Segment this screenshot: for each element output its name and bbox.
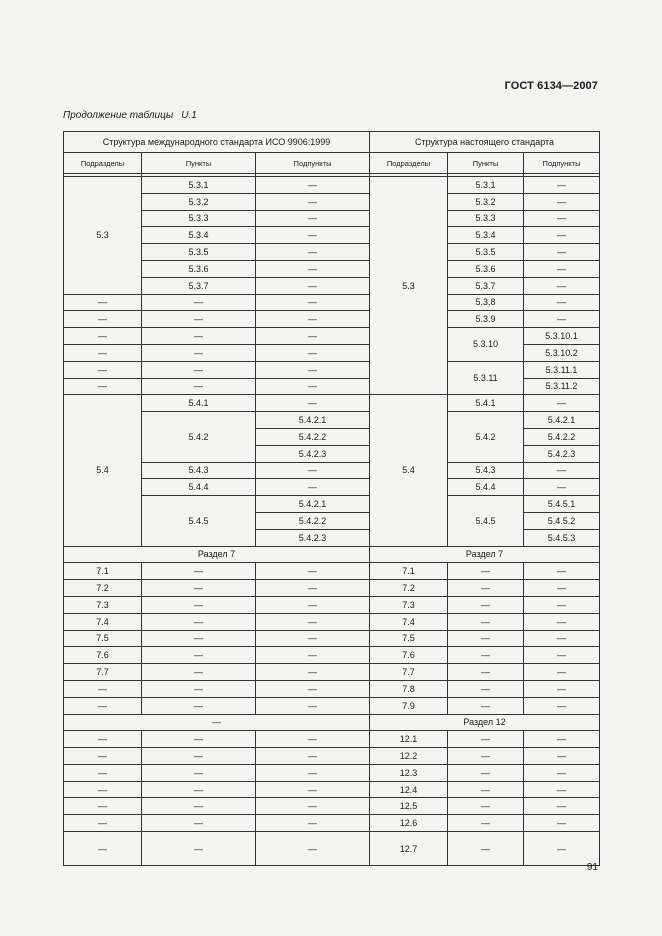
- cell: —: [256, 210, 370, 227]
- cell: 5.4.2.1: [256, 496, 370, 513]
- col-header-subsections: Подразделы: [370, 153, 448, 174]
- cell: 5.4.1: [142, 395, 256, 412]
- cell: —: [524, 462, 600, 479]
- cell: —: [524, 277, 600, 294]
- cell: —: [142, 294, 256, 311]
- cell: 5.3.9: [448, 311, 524, 328]
- table-row: [64, 361, 600, 378]
- cell: —: [142, 563, 256, 580]
- cell: 5.3.4: [448, 227, 524, 244]
- table-header-row: [64, 132, 600, 153]
- cell: —: [142, 630, 256, 647]
- cell: 7.5: [64, 630, 142, 647]
- cell: —: [256, 647, 370, 664]
- cell: —: [142, 344, 256, 361]
- col-header-subsections: Подразделы: [64, 153, 142, 174]
- table-row: [64, 311, 600, 328]
- table-row: [64, 177, 600, 194]
- cell: 5.4.5.3: [524, 529, 600, 546]
- page-number: 91: [586, 862, 598, 873]
- cell: 5.4.2.3: [256, 445, 370, 462]
- cell: —: [256, 596, 370, 613]
- cell: —: [448, 680, 524, 697]
- cell: —: [256, 378, 370, 395]
- table-row: [64, 395, 600, 412]
- cell: 5.3.10.1: [524, 328, 600, 345]
- cell: —: [524, 832, 600, 866]
- cell: 5.4.3: [448, 462, 524, 479]
- cell: —: [142, 731, 256, 748]
- cell: —: [256, 260, 370, 277]
- cell: —: [64, 344, 142, 361]
- cell: —: [64, 311, 142, 328]
- cell: 5.4.4: [142, 479, 256, 496]
- cell: —: [448, 697, 524, 714]
- cell: —: [142, 781, 256, 798]
- cell: —: [256, 344, 370, 361]
- left-structure-title: Структура международного стандарта ИСО 9906:1999: [64, 132, 370, 153]
- cell: —: [64, 697, 142, 714]
- cell: —: [256, 697, 370, 714]
- col-header-items: Пункты: [448, 153, 524, 174]
- cell: 12.2: [370, 748, 448, 765]
- cell: —: [64, 748, 142, 765]
- table-row: [64, 748, 600, 765]
- cell: 7.9: [370, 697, 448, 714]
- section-row: [64, 546, 600, 563]
- cell: 12.1: [370, 731, 448, 748]
- cell: —: [448, 764, 524, 781]
- cell: —: [524, 563, 600, 580]
- cell: 5.4: [370, 395, 448, 546]
- table-row: [64, 227, 600, 244]
- cell: —: [64, 378, 142, 395]
- cell: 5.4: [64, 395, 142, 546]
- table-row: [64, 832, 600, 866]
- cell: 5.4.2: [448, 412, 524, 462]
- cell: 5.4.2: [142, 412, 256, 462]
- cell: —: [142, 764, 256, 781]
- cell: —: [448, 781, 524, 798]
- cell: —: [256, 361, 370, 378]
- cell: —: [524, 311, 600, 328]
- cell: 5.4.5.2: [524, 512, 600, 529]
- cell: —: [142, 596, 256, 613]
- cell: —: [524, 613, 600, 630]
- cell: 7.3: [370, 596, 448, 613]
- cell: —: [524, 244, 600, 261]
- cell: 5.3.3: [448, 210, 524, 227]
- cell: —: [64, 680, 142, 697]
- cell: 5.3.7: [448, 277, 524, 294]
- cell: 5.3.11.1: [524, 361, 600, 378]
- cell: —: [256, 664, 370, 681]
- cell: —: [448, 596, 524, 613]
- cell: —: [256, 395, 370, 412]
- cell: —: [142, 680, 256, 697]
- cell: 12.4: [370, 781, 448, 798]
- cell: —: [524, 596, 600, 613]
- table-row: [64, 193, 600, 210]
- cell: 5.3.6: [142, 260, 256, 277]
- cell: 5.3.5: [142, 244, 256, 261]
- cell: —: [142, 697, 256, 714]
- cell: —: [448, 748, 524, 765]
- cell: —: [256, 630, 370, 647]
- cell: 7.6: [370, 647, 448, 664]
- cell: —: [256, 580, 370, 597]
- cell: —: [524, 748, 600, 765]
- table-row: [64, 731, 600, 748]
- cell: 7.5: [370, 630, 448, 647]
- cell: —: [256, 815, 370, 832]
- table-row: [64, 781, 600, 798]
- cell: —: [142, 311, 256, 328]
- cell: —: [256, 563, 370, 580]
- cell: —: [142, 798, 256, 815]
- table-row: [64, 277, 600, 294]
- cell: 7.4: [64, 613, 142, 630]
- col-header-items: Пункты: [142, 153, 256, 174]
- cell: —: [64, 815, 142, 832]
- cell: 5.3.10.2: [524, 344, 600, 361]
- cell: 12.6: [370, 815, 448, 832]
- cell: —: [256, 294, 370, 311]
- table-row: [64, 294, 600, 311]
- cell: 12.5: [370, 798, 448, 815]
- cell: —: [256, 832, 370, 866]
- cell: 5.3: [370, 177, 448, 395]
- cell: —: [448, 798, 524, 815]
- cell: 5.4.5.1: [524, 496, 600, 513]
- cell: 7.4: [370, 613, 448, 630]
- cell: 5.3.1: [142, 177, 256, 194]
- cell: 7.7: [370, 664, 448, 681]
- cell: 5.3.2: [448, 193, 524, 210]
- table-row: [64, 630, 600, 647]
- cell: 5.4.5: [142, 496, 256, 546]
- table-row: [64, 613, 600, 630]
- cell: 7.1: [370, 563, 448, 580]
- cell: 5.4.1: [448, 395, 524, 412]
- cell: —: [524, 731, 600, 748]
- cell: —: [256, 798, 370, 815]
- cell: 5.3.5: [448, 244, 524, 261]
- document-id: ГОСТ 6134—2007: [504, 80, 598, 92]
- cell: —: [524, 630, 600, 647]
- cell: —: [524, 210, 600, 227]
- cell: —: [142, 361, 256, 378]
- cell: —: [524, 227, 600, 244]
- col-header-subitems: Подпункты: [524, 153, 600, 174]
- table-row: [64, 462, 600, 479]
- table-row: [64, 596, 600, 613]
- cell: —: [256, 613, 370, 630]
- cell: —: [448, 647, 524, 664]
- table-caption: [63, 110, 197, 121]
- section-heading: Раздел 7: [64, 546, 370, 563]
- table-row: [64, 328, 600, 345]
- cell: 7.2: [370, 580, 448, 597]
- cell: —: [256, 244, 370, 261]
- cell: 7.6: [64, 647, 142, 664]
- cell: —: [524, 664, 600, 681]
- cell: —: [256, 277, 370, 294]
- cell: 5.4.5: [448, 496, 524, 546]
- cell: 5.4.2.2: [256, 428, 370, 445]
- cell: 5.4.2.3: [524, 445, 600, 462]
- cell: —: [256, 227, 370, 244]
- section-heading: —: [64, 714, 370, 731]
- cell: —: [256, 680, 370, 697]
- cell: 5.3.11: [448, 361, 524, 395]
- cell: —: [142, 748, 256, 765]
- cell: 5.3.11.2: [524, 378, 600, 395]
- section-row: [64, 714, 600, 731]
- cell: —: [448, 613, 524, 630]
- table-row: [64, 580, 600, 597]
- cell: 5.4.2.2: [524, 428, 600, 445]
- cell: —: [448, 580, 524, 597]
- cell: —: [524, 479, 600, 496]
- cell: —: [64, 294, 142, 311]
- cell: —: [142, 832, 256, 866]
- cell: 5.3.6: [448, 260, 524, 277]
- cell: —: [524, 580, 600, 597]
- cell: —: [524, 647, 600, 664]
- table-row: [64, 412, 600, 429]
- cell: 7.2: [64, 580, 142, 597]
- cell: 7.8: [370, 680, 448, 697]
- cell: —: [524, 781, 600, 798]
- cell: —: [448, 630, 524, 647]
- cell: 7.7: [64, 664, 142, 681]
- table-row: [64, 496, 600, 513]
- table-row: [64, 210, 600, 227]
- table-row: [64, 664, 600, 681]
- cell: —: [142, 613, 256, 630]
- column-header-row: [64, 153, 600, 174]
- cell: —: [64, 328, 142, 345]
- cell: —: [524, 177, 600, 194]
- cell: —: [256, 328, 370, 345]
- section-heading: Раздел 7: [370, 546, 600, 563]
- cell: —: [524, 294, 600, 311]
- cell: 5.3.1: [448, 177, 524, 194]
- cell: —: [256, 177, 370, 194]
- cell: —: [256, 462, 370, 479]
- cell: 12.7: [370, 832, 448, 866]
- cell: —: [142, 647, 256, 664]
- cell: 12.3: [370, 764, 448, 781]
- cell: —: [64, 832, 142, 866]
- cell: 5.3.10: [448, 328, 524, 362]
- cell: —: [142, 664, 256, 681]
- cell: —: [524, 815, 600, 832]
- cell: —: [256, 311, 370, 328]
- cell: —: [256, 731, 370, 748]
- cell: —: [142, 815, 256, 832]
- cell: —: [64, 764, 142, 781]
- caption-table-number: U.1: [181, 110, 197, 121]
- cell: —: [64, 781, 142, 798]
- table-row: [64, 647, 600, 664]
- cell: —: [524, 193, 600, 210]
- cell: —: [524, 260, 600, 277]
- right-structure-title: Структура настоящего стандарта: [370, 132, 600, 153]
- cell: 5.3.4: [142, 227, 256, 244]
- cell: —: [142, 328, 256, 345]
- cell: 5.3.2: [142, 193, 256, 210]
- table-row: [64, 764, 600, 781]
- cell: —: [448, 815, 524, 832]
- cell: 5.4.3: [142, 462, 256, 479]
- cell: 5.4.2.1: [524, 412, 600, 429]
- cell: —: [524, 395, 600, 412]
- cell: —: [448, 731, 524, 748]
- cell: —: [524, 764, 600, 781]
- caption-text: Продолжение таблицы: [63, 110, 174, 121]
- cell: 7.3: [64, 596, 142, 613]
- cell: —: [448, 563, 524, 580]
- cell: —: [448, 832, 524, 866]
- cell: —: [256, 479, 370, 496]
- cell: 5.4.4: [448, 479, 524, 496]
- cell: 5.3.8: [448, 294, 524, 311]
- cell: —: [256, 748, 370, 765]
- cell: —: [256, 193, 370, 210]
- cell: 5.4.2.2: [256, 512, 370, 529]
- table-row: [64, 697, 600, 714]
- table-row: [64, 798, 600, 815]
- cell: —: [524, 798, 600, 815]
- cell: —: [524, 697, 600, 714]
- cell: 5.3: [64, 177, 142, 295]
- table-row: [64, 244, 600, 261]
- section-heading: Раздел 12: [370, 714, 600, 731]
- table-row: [64, 260, 600, 277]
- cell: 7.1: [64, 563, 142, 580]
- cell: —: [448, 664, 524, 681]
- table-row: [64, 815, 600, 832]
- correspondence-table: [63, 131, 600, 866]
- cell: 5.4.2.1: [256, 412, 370, 429]
- col-header-subitems: Подпункты: [256, 153, 370, 174]
- cell: —: [64, 731, 142, 748]
- table-row: [64, 479, 600, 496]
- cell: —: [256, 781, 370, 798]
- cell: —: [142, 580, 256, 597]
- cell: —: [524, 680, 600, 697]
- cell: —: [64, 361, 142, 378]
- cell: —: [64, 798, 142, 815]
- table-row: [64, 563, 600, 580]
- cell: 5.3.7: [142, 277, 256, 294]
- cell: —: [142, 378, 256, 395]
- cell: 5.3.3: [142, 210, 256, 227]
- cell: —: [256, 764, 370, 781]
- table-row: [64, 680, 600, 697]
- cell: 5.4.2.3: [256, 529, 370, 546]
